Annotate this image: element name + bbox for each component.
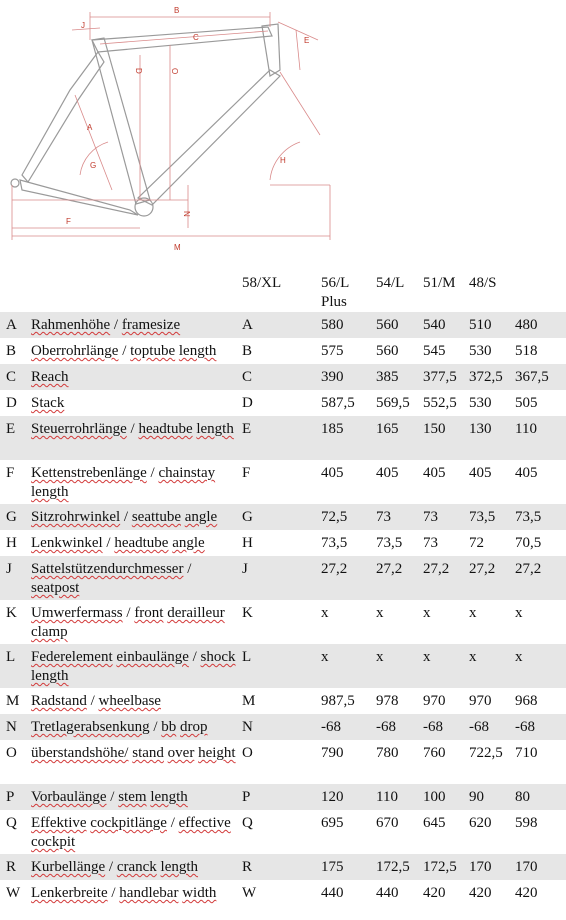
row-value: -68 (515, 714, 566, 740)
label-word: / (113, 317, 119, 333)
row-label (31, 688, 242, 714)
row-label (31, 312, 242, 338)
label-word: length (160, 859, 199, 875)
row-value: 377,5 (423, 364, 469, 390)
label-word: length (178, 343, 217, 359)
label-word: Kurbellänge (31, 859, 106, 875)
row-letter: K (6, 605, 17, 621)
dim-label-g: G (90, 161, 97, 170)
label-word: length (31, 484, 69, 500)
row-value: 185 (321, 416, 376, 460)
table-header-row (0, 268, 566, 312)
table-row (0, 530, 566, 556)
label-word: effective (178, 815, 231, 831)
row-value: 405 (469, 465, 492, 481)
label-word: front (134, 605, 164, 621)
row-label (31, 364, 242, 390)
row-dimension-letter: A (242, 312, 269, 338)
row-letter: G (0, 504, 31, 530)
label-word: / (106, 535, 111, 551)
row-spacer (269, 644, 321, 688)
row-spacer (269, 312, 321, 338)
dimension-lines (12, 12, 330, 240)
row-value: 518 (515, 343, 538, 359)
row-label (31, 740, 242, 784)
row-value: x (321, 605, 329, 621)
row-label (31, 714, 242, 740)
label-word: length (31, 668, 69, 684)
row-value: 367,5 (515, 364, 566, 390)
label-word: over (167, 745, 195, 761)
label-word: / (108, 859, 114, 875)
row-dimension-letter: F (242, 465, 251, 481)
row-label (31, 556, 242, 600)
row-value: 70,5 (515, 535, 542, 551)
label-word: Reach (31, 369, 69, 385)
row-letter: O (6, 745, 17, 761)
row-dimension-letter: W (242, 885, 257, 901)
row-value: 480 (515, 312, 566, 338)
label-word: Vorbaulänge (31, 789, 107, 805)
label-word: width (182, 885, 217, 901)
label-word: Effektive (31, 815, 87, 831)
row-value: 560 (376, 343, 399, 359)
row-value: 420 (469, 885, 492, 901)
row-dimension-letter: C (242, 364, 269, 390)
label-word: Stack (31, 395, 65, 411)
dim-label-a: A (87, 123, 93, 132)
label-word: Radstand (31, 693, 87, 709)
row-label (31, 416, 242, 460)
row-label (31, 644, 242, 688)
row-spacer (269, 810, 321, 854)
row-value: 175 (321, 854, 376, 880)
row-value: 580 (321, 312, 376, 338)
col-header-56l-plus: 56/L Plus (321, 275, 349, 310)
row-value: x (469, 644, 515, 688)
dim-label-n: N (182, 211, 191, 217)
table-row (0, 810, 566, 854)
dim-label-d: D (134, 68, 143, 74)
row-value: 440 (321, 885, 344, 901)
row-label (31, 880, 242, 906)
row-value: x (515, 605, 523, 621)
row-value: 405 (515, 465, 538, 481)
row-value: 695 (321, 815, 344, 831)
table-row (0, 312, 566, 338)
label-word: Sattelstützendurchmesser (31, 561, 184, 577)
label-word: Sitzrohrwinkel (31, 509, 121, 525)
row-value: x (423, 644, 469, 688)
row-dimension-letter: N (242, 714, 269, 740)
row-value: 27,2 (515, 556, 566, 600)
label-word: / (192, 649, 197, 665)
row-letter: N (0, 714, 31, 740)
row-value: 530 (469, 343, 492, 359)
row-value: 80 (515, 784, 566, 810)
row-letter: J (0, 556, 31, 600)
label-word: Tretlagerabsenkung (31, 719, 150, 735)
row-value: 73 (423, 504, 469, 530)
row-value: -68 (321, 714, 376, 740)
row-value: 620 (469, 815, 492, 831)
row-value: 545 (423, 343, 446, 359)
row-value: 172,5 (423, 854, 469, 880)
row-spacer (269, 338, 321, 364)
label-word: cockpit (31, 834, 76, 850)
row-spacer (269, 556, 321, 600)
label-word: / (122, 343, 127, 359)
table-row (0, 600, 566, 644)
row-value: x (321, 644, 376, 688)
table-row (0, 504, 566, 530)
row-spacer (269, 460, 321, 504)
label-word: / (90, 693, 95, 709)
row-value: -68 (376, 714, 423, 740)
row-value: 710 (515, 745, 538, 761)
row-letter: L (0, 644, 31, 688)
label-word: stem (118, 789, 147, 805)
row-label (31, 390, 242, 416)
bike-frame-outline (11, 24, 280, 216)
row-value: 505 (515, 395, 538, 411)
frame-geometry-diagram (0, 0, 566, 262)
row-label (31, 460, 242, 504)
row-value: 510 (469, 312, 515, 338)
row-value: x (469, 605, 477, 621)
label-word: / (123, 509, 129, 525)
row-label (31, 784, 242, 810)
row-value: 552,5 (423, 395, 457, 411)
row-value: 645 (423, 815, 446, 831)
table-row (0, 784, 566, 810)
geometry-table (0, 268, 566, 906)
row-spacer (269, 416, 321, 460)
label-word: toptube (130, 343, 176, 359)
label-word: Steuerrohrlänge (31, 421, 127, 437)
row-value: -68 (423, 714, 469, 740)
row-value: 970 (469, 693, 492, 709)
label-word: Federelement (31, 649, 113, 665)
row-value: 420 (423, 885, 446, 901)
row-value: x (423, 605, 431, 621)
row-value: 569,5 (376, 395, 410, 411)
row-label (31, 530, 242, 556)
row-value: 587,5 (321, 395, 355, 411)
dim-label-b: B (174, 6, 180, 15)
row-letter: P (0, 784, 31, 810)
table-row (0, 556, 566, 600)
col-header-48s: 48/S (469, 275, 497, 291)
row-value: 100 (423, 784, 469, 810)
row-spacer (269, 740, 321, 784)
row-value: 385 (376, 364, 423, 390)
label-word: Kettenstrebenlänge (31, 465, 147, 481)
row-value: 27,2 (376, 556, 423, 600)
row-dimension-letter: L (242, 644, 269, 688)
label-word: length (150, 789, 188, 805)
label-word: headtube (114, 535, 169, 551)
row-spacer (269, 880, 321, 906)
label-word: Rahmenhöhe (31, 317, 111, 333)
col-header-54l: 54/L (376, 275, 405, 291)
label-word: height (198, 745, 236, 761)
row-letter: A (0, 312, 31, 338)
row-value: 170 (469, 854, 515, 880)
label-word: angle (184, 509, 218, 525)
table-row (0, 880, 566, 906)
row-letter: F (6, 465, 15, 481)
col-header-58xl: 58/XL (242, 275, 282, 291)
row-dimension-letter: K (242, 605, 253, 621)
row-value: 72,5 (321, 504, 376, 530)
row-letter: R (0, 854, 31, 880)
row-value: 110 (515, 416, 566, 460)
label-word: Lenkwinkel (31, 535, 103, 551)
row-dimension-letter: G (242, 504, 269, 530)
row-value: 165 (376, 416, 423, 460)
table-row (0, 460, 566, 504)
label-word: einbaulänge (116, 649, 189, 665)
row-dimension-letter: Q (242, 815, 253, 831)
row-value: 405 (423, 465, 446, 481)
row-value: 73,5 (376, 535, 403, 551)
row-value: 760 (423, 745, 446, 761)
table-row (0, 688, 566, 714)
row-value: x (376, 605, 384, 621)
row-value: 790 (321, 745, 344, 761)
row-dimension-letter: D (242, 395, 253, 411)
label-word: Oberrohrlänge (31, 343, 119, 359)
label-word: bb (161, 719, 177, 735)
row-spacer (269, 530, 321, 556)
row-label (31, 504, 242, 530)
row-value: x (515, 644, 566, 688)
row-dimension-letter: O (242, 745, 253, 761)
row-label (31, 600, 242, 644)
label-word: handlebar (119, 885, 179, 901)
label-word: seatpost (31, 580, 80, 596)
label-word: cranck (116, 859, 157, 875)
label-word: überstandshöhe/ (31, 745, 129, 761)
label-word: / (150, 465, 155, 481)
row-spacer (269, 688, 321, 714)
label-word: / (111, 885, 116, 901)
table-row (0, 338, 566, 364)
row-letter: Q (6, 815, 17, 831)
label-word: / (130, 421, 135, 437)
label-word: / (170, 815, 175, 831)
label-word: stand (132, 745, 164, 761)
row-value: 722,5 (469, 745, 503, 761)
label-word: clamp (31, 624, 68, 640)
row-value: 120 (321, 784, 376, 810)
dim-label-h: H (280, 156, 286, 165)
row-value: 73 (423, 535, 439, 551)
table-row (0, 740, 566, 784)
row-value: 540 (423, 312, 469, 338)
row-value: 978 (376, 693, 399, 709)
row-value: 110 (376, 784, 423, 810)
table-row (0, 364, 566, 390)
row-dimension-letter: H (242, 535, 253, 551)
row-letter: D (6, 395, 17, 411)
row-value: 420 (515, 885, 538, 901)
row-value: 560 (376, 312, 423, 338)
row-value: 170 (515, 854, 566, 880)
row-value: 405 (376, 465, 399, 481)
row-value: 390 (321, 364, 376, 390)
label-word: Lenkerbreite (31, 885, 108, 901)
row-value: 72 (469, 535, 485, 551)
table-row (0, 644, 566, 688)
label-word: chainstay (158, 465, 216, 481)
row-value: 405 (321, 465, 344, 481)
label-word: framesize (121, 317, 181, 333)
row-value: 130 (469, 416, 515, 460)
label-word: cockpitlänge (90, 815, 167, 831)
row-value: 73 (376, 504, 423, 530)
row-dimension-letter: P (242, 784, 269, 810)
label-word: derailleur (167, 605, 225, 621)
label-word: / (110, 789, 115, 805)
row-value: 73,5 (321, 535, 348, 551)
row-spacer (269, 390, 321, 416)
dim-label-m: M (174, 243, 181, 252)
row-value: 372,5 (469, 364, 515, 390)
label-word: headtube (138, 421, 193, 437)
row-value: 530 (469, 395, 492, 411)
row-dimension-letter: R (242, 854, 269, 880)
row-spacer (269, 714, 321, 740)
row-value: 73,5 (515, 504, 566, 530)
row-dimension-letter: J (242, 556, 269, 600)
row-value: 172,5 (376, 854, 423, 880)
dimension-letters (66, 6, 309, 252)
row-value: 575 (321, 343, 344, 359)
row-value: 598 (515, 815, 538, 831)
row-value: 27,2 (469, 556, 515, 600)
row-value: 987,5 (321, 693, 355, 709)
row-value: 970 (423, 693, 446, 709)
row-spacer (269, 784, 321, 810)
table-row (0, 854, 566, 880)
table-row (0, 714, 566, 740)
row-value: 670 (376, 815, 399, 831)
row-letter: W (6, 885, 21, 901)
label-word: length (196, 421, 234, 437)
row-letter: C (0, 364, 31, 390)
row-label (31, 854, 242, 880)
row-value: 90 (469, 784, 515, 810)
row-value: 27,2 (423, 556, 469, 600)
row-dimension-letter: M (242, 693, 256, 709)
row-value: x (376, 644, 423, 688)
label-word: shock (200, 649, 236, 665)
row-value: 73,5 (469, 504, 515, 530)
label-word: drop (180, 719, 208, 735)
label-word: angle (172, 535, 205, 551)
label-word: / (187, 561, 192, 577)
dim-label-e: E (304, 36, 310, 45)
row-letter: B (6, 343, 17, 359)
dim-label-c: C (193, 33, 199, 42)
table-row (0, 416, 566, 460)
row-dimension-letter: E (242, 416, 269, 460)
label-word: seattube (131, 509, 181, 525)
row-spacer (269, 600, 321, 644)
dim-label-j: J (81, 21, 85, 30)
label-word: wheelbase (98, 693, 161, 709)
label-word: / (126, 605, 131, 621)
row-spacer (269, 364, 321, 390)
row-letter: M (6, 693, 20, 709)
table-row (0, 390, 566, 416)
row-spacer (269, 504, 321, 530)
dim-label-f: F (66, 217, 71, 226)
row-letter: E (0, 416, 31, 460)
row-value: 780 (376, 745, 399, 761)
row-value: 968 (515, 693, 538, 709)
label-word: Umwerfermass (31, 605, 123, 621)
row-value: 27,2 (321, 556, 376, 600)
col-header-51m: 51/M (423, 275, 456, 291)
dim-label-o: O (170, 68, 179, 75)
row-label (31, 810, 242, 854)
row-value: 150 (423, 416, 469, 460)
row-value: 440 (376, 885, 399, 901)
row-label (31, 338, 242, 364)
row-dimension-letter: B (242, 343, 253, 359)
row-letter: H (6, 535, 17, 551)
row-spacer (269, 854, 321, 880)
label-word: / (153, 719, 158, 735)
row-value: -68 (469, 714, 515, 740)
geometry-table-body (0, 268, 566, 906)
